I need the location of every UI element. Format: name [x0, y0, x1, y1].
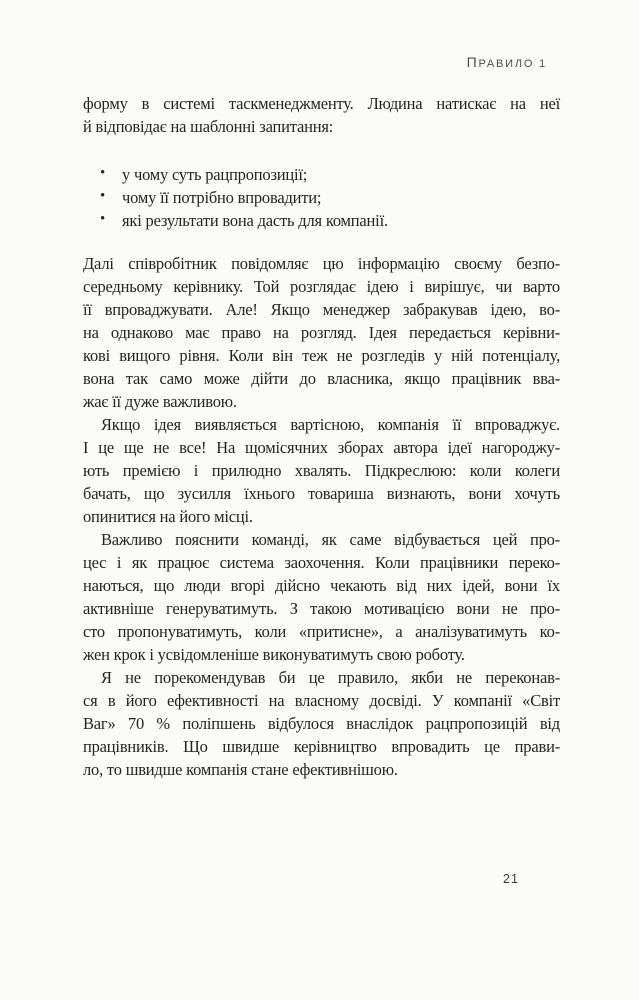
text-line: форму в системі таскменеджменту. Людина натискає на неї [83, 94, 560, 113]
list-item-text: які результати вона дасть для компанії. [122, 211, 388, 230]
text-line: жен крок і усвідомленіше виконуватимуть свою роботу. [83, 645, 465, 664]
text-line: жає її дуже важливою. [83, 392, 237, 411]
text-line: бачать, що зусилля їхнього товариша визнають, вони хочуть [83, 484, 560, 503]
text-line: кові вищого рівня. Коли він теж не розгледів у ній потенціалу, [83, 346, 560, 365]
bullet-list [83, 163, 560, 232]
text-line: Ваг» 70 % поліпшень відбулося внаслідок рацпропозицій від [83, 714, 560, 733]
page-number: 21 [503, 872, 519, 886]
text-line: цес і як працює система заохочення. Коли працівники переко- [83, 553, 560, 572]
text-line: І це ще не все! На щомісячних зборах автора ідеї нагороджу- [83, 438, 560, 457]
list-item [83, 186, 560, 209]
text-line: її впроваджувати. Але! Якщо менеджер забракував ідею, во- [83, 300, 560, 319]
running-header: ПРАВИЛО 1 [466, 54, 547, 70]
bullet-icon: • [100, 165, 106, 181]
list-item-text: чому її потрібно впровадити; [122, 188, 322, 207]
list-item [83, 209, 560, 232]
text-line: працівників. Що швидше керівництво впровадить це прави- [83, 737, 560, 756]
text-line: на однаково має право на розгляд. Ідея передається керівни- [83, 323, 560, 342]
text-line: наються, що люди вгорі дійсно чекають від них ідей, вони їх [83, 576, 560, 595]
paragraph [83, 92, 560, 138]
text-line: Якщо ідея виявляється вартісною, компанія її впроваджує. [101, 415, 560, 434]
text-line: сто пропонуватимуть, коли «притисне», а аналізуватимуть ко- [83, 622, 560, 641]
text-line: ють премією і прилюдно хвалять. Підкреслюю: коли колеги [83, 461, 560, 480]
bullet-icon: • [100, 211, 106, 227]
text-line: Далі співробітник повідомляє цю інформацію своєму безпо- [83, 254, 560, 273]
text-line: опинитися на його місці. [83, 507, 253, 526]
paragraph [83, 413, 560, 528]
text-line: Я не порекомендував би це правило, якби не переконав- [101, 668, 560, 687]
bullet-icon: • [100, 188, 106, 204]
paragraph [83, 666, 560, 781]
text-line: вона так само може дійти до власника, якщо працівник вва- [83, 369, 560, 388]
list-item-text: у чому суть рацпропозиції; [122, 165, 308, 184]
text-line: ся в його ефективності на власному досвіді. У компанії «Світ [83, 691, 560, 710]
paragraph [83, 528, 560, 666]
text-line: середньому керівнику. Той розглядає ідею і вирішує, чи варто [83, 277, 560, 296]
list-item [83, 163, 560, 186]
text-block [83, 92, 560, 781]
text-line: ло, то швидше компанія стане ефективнішою. [83, 760, 398, 779]
text-line: Важливо пояснити команді, як саме відбувається цей про- [101, 530, 560, 549]
text-line: й відповідає на шаблонні запитання: [83, 117, 334, 136]
paragraph [83, 252, 560, 413]
text-line: активніше генеруватимуть. З такою мотивацією вони не про- [83, 599, 560, 618]
